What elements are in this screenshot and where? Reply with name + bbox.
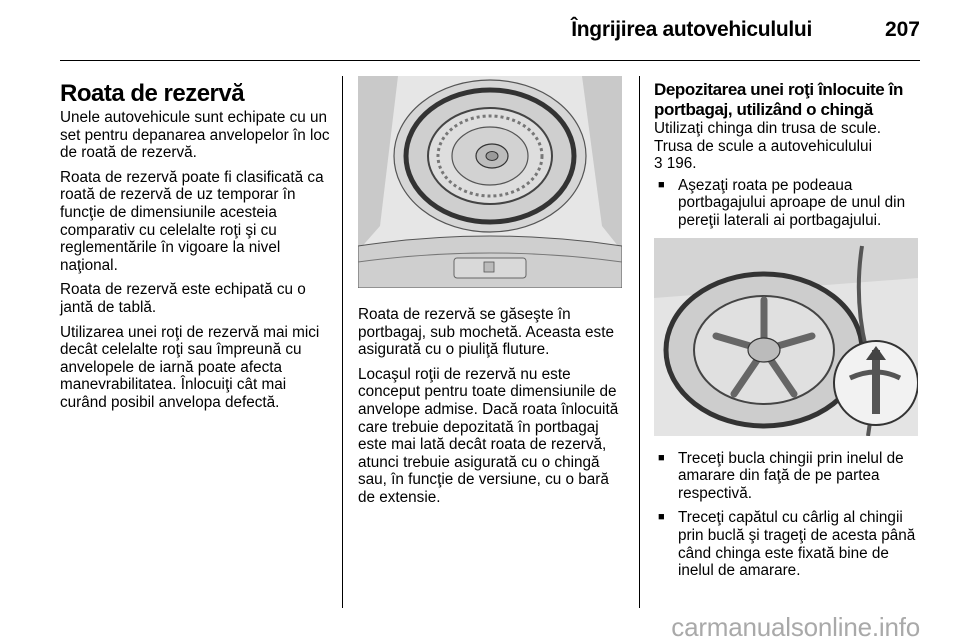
- paragraph: Roata de rezervă se găseşte în portbagaj, sub mochetă. Aceasta este asigurată cu o piuliţă fluture.: [358, 306, 614, 359]
- column-divider-left: [342, 76, 343, 608]
- paragraph: Unele autovehicule sunt echipate cu un set pentru depanarea anvelopelor în loc de roată de rezervă.: [60, 109, 330, 162]
- list-item-text: Treceţi bucla chingii prin inelul de amarare din faţă de pe partea respectivă.: [678, 449, 904, 502]
- paragraph: Locaşul roţii de rezervă nu este conceput pentru toate dimensiunile de anvelope admise. Dacă roata înlocuită care trebuie depozitată în portbagaj este mai lată decât roata de rezervă, atunci trebuie asigurată cu o chingă sau, în funcţie de versiune, cu o bară de extensie.: [358, 365, 619, 506]
- bullet-icon: ■: [658, 511, 665, 524]
- list-item-text: Aşezaţi roata pe podeaua portbagajului aproape de unul din pereţii laterali ai portbagajului.: [678, 176, 906, 229]
- paragraph: Utilizarea unei roţi de rezervă mai mici decât celelalte roţi sau împreună cu anvelopele de iarnă poate afecta manevrabilitatea. Înlocuiţi cât mai curând posibil anvelopa defectă.: [60, 323, 320, 411]
- paragraph: Roata de rezervă este echipată cu o jantă de tablă.: [60, 281, 306, 316]
- column-spare-wheel-location: [358, 76, 626, 514]
- list-item-text: Treceţi capătul cu cârlig al chingii prin buclă şi trageţi de acesta până când chinga este fixată bine de inelul de amarare.: [678, 509, 916, 580]
- section-title-spare-wheel: Roata de rezervă: [60, 80, 245, 107]
- list-item: [654, 509, 922, 579]
- spare-wheel-well-illustration: [358, 76, 622, 288]
- bullet-icon: ■: [658, 451, 665, 464]
- column-divider-right: [639, 76, 640, 608]
- column-spare-wheel: [60, 80, 332, 419]
- column-storing-replaced-wheel: [654, 80, 922, 587]
- watermark-text: carmanualsonline.info: [671, 612, 920, 642]
- page-header-title: Îngrijirea autovehiculului: [571, 18, 812, 41]
- page-number: 207: [884, 18, 920, 41]
- wheel-strap-illustration: [654, 238, 918, 436]
- intro-line: Trusa de scule a autovehiculului: [654, 137, 872, 155]
- bullet-icon: ■: [658, 178, 665, 191]
- paragraph: Roata de rezervă poate fi clasificată ca roată de rezervă de uz temporar în funcţie de dimensiunile acesteia comparativ cu celelalte roţi şi cu reglementările în vigoare la nivel naţional.: [60, 168, 324, 274]
- header-divider: [60, 60, 920, 61]
- intro-line: Utilizaţi chinga din trusa de scule.: [654, 120, 882, 137]
- section-title-storing-wheel: Depozitarea unei roţi înlocuite în portbagaj, utilizând o chingă: [654, 80, 903, 119]
- list-item: [654, 177, 922, 230]
- page-reference-link[interactable]: 3 196.: [654, 155, 697, 173]
- list-item: [654, 450, 922, 503]
